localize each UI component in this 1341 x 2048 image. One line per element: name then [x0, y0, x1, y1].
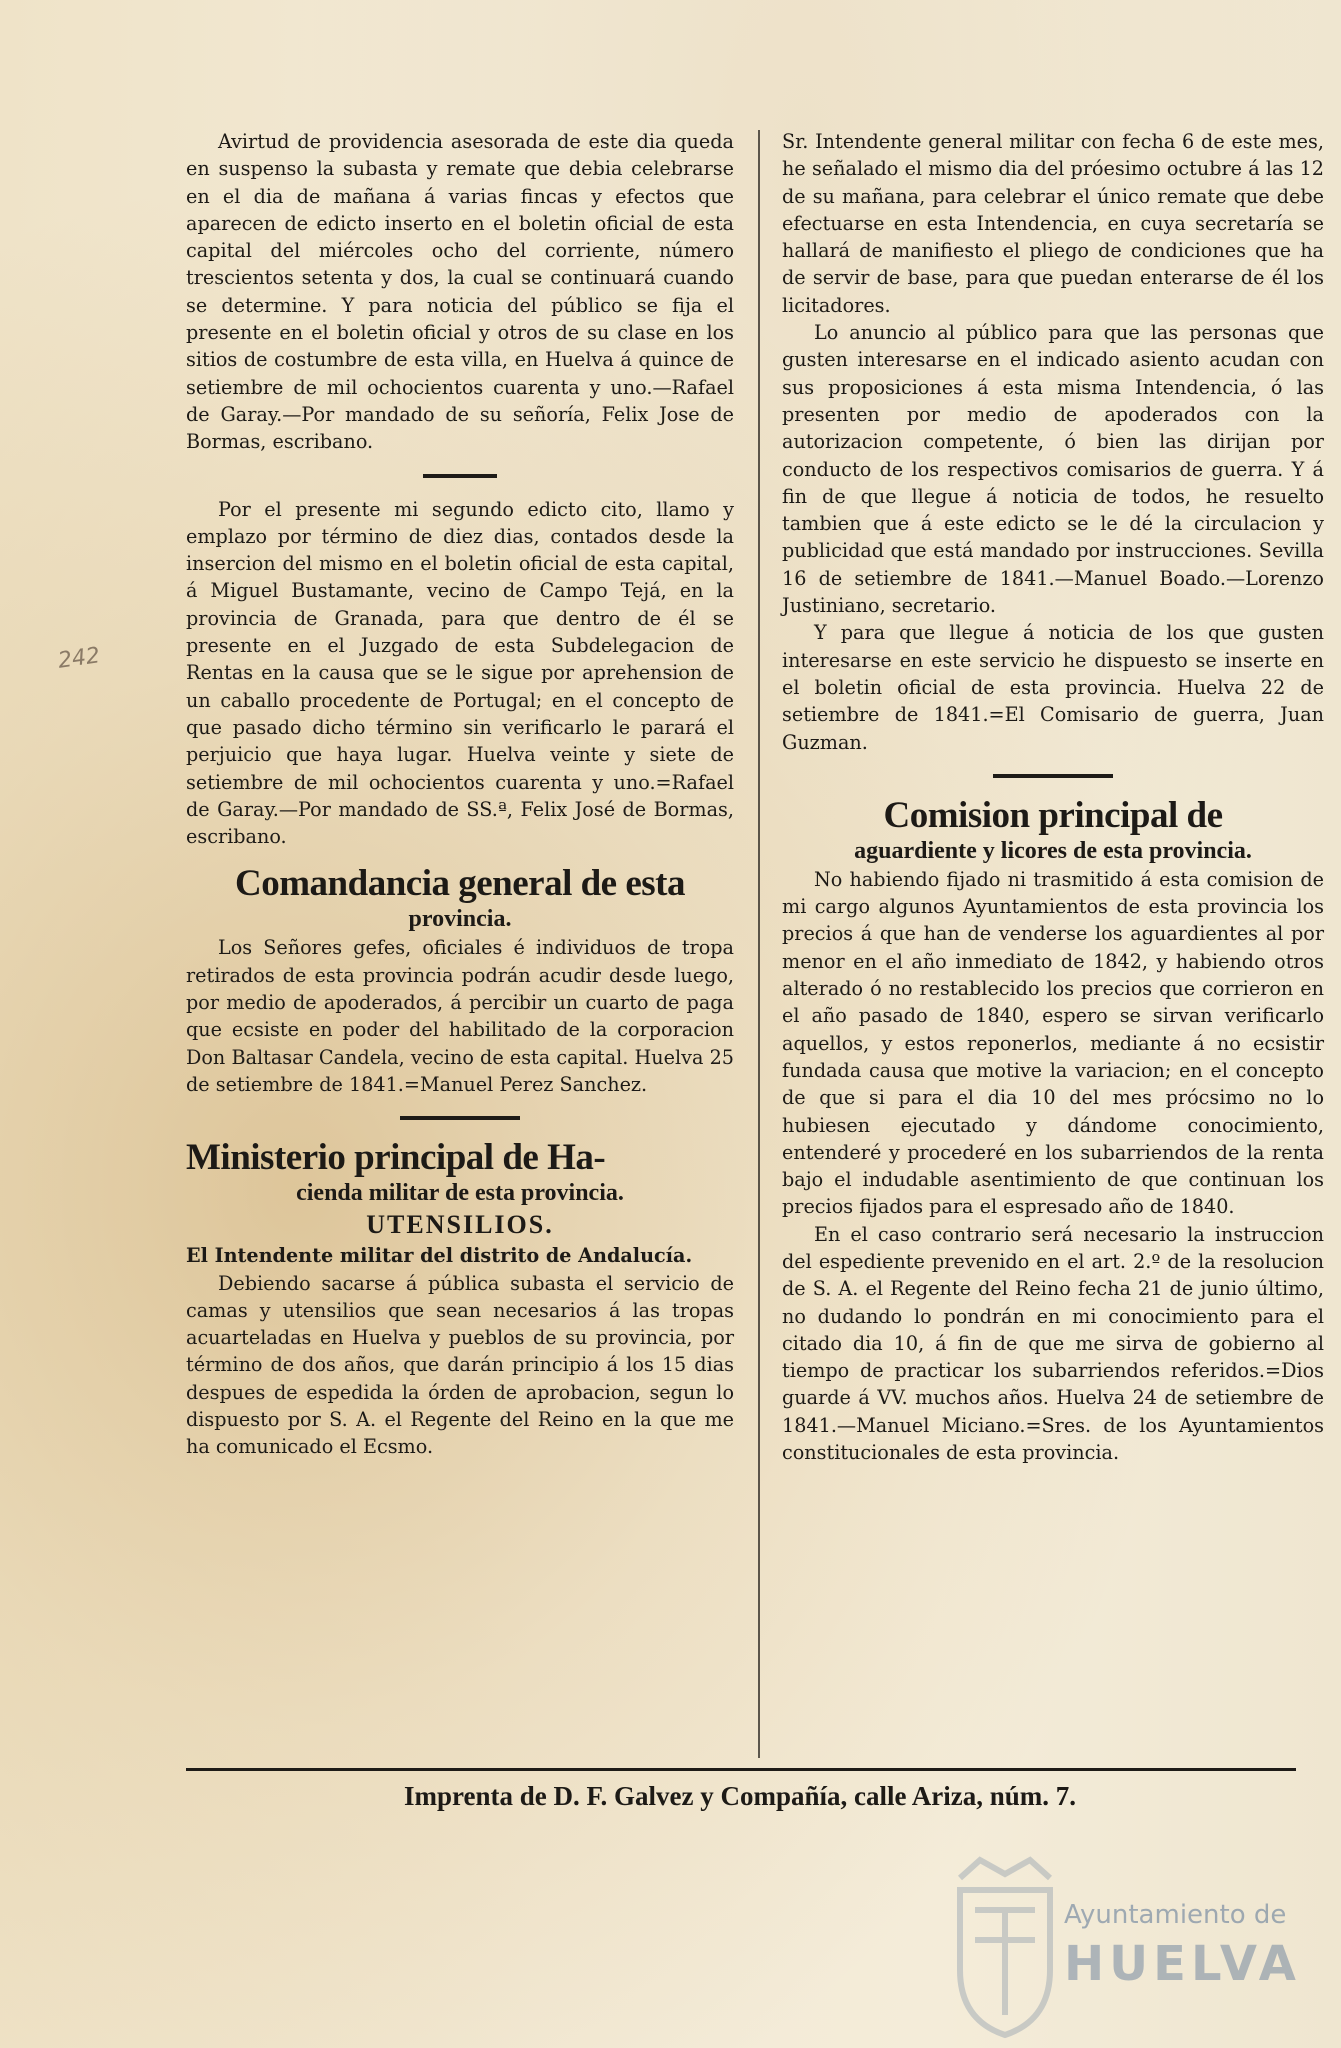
watermark-line-1: Ayuntamiento de [1064, 1900, 1287, 1930]
column-divider [758, 130, 760, 1758]
comandancia-heading: Comandancia general de esta [235, 863, 685, 905]
watermark-line-2: HUELVA [1064, 1936, 1301, 1992]
comandancia-subheading: provincia. [408, 906, 512, 933]
comisario-paragraph: Y para que llegue á noticia de los que gusten interesarse en este servicio he dispuesto se inserte en el boletin oficial de esta provincia. Huelva 22 de setiembre de 1841.=El Comisario de guerra, Juan Guzman. [782, 621, 1324, 754]
footer-rule [186, 1768, 1296, 1771]
right-column [782, 128, 1324, 1466]
caso-contrario-paragraph: En el caso contrario será necesario la instruccion del espediente prevenido en el art. 2.º de la resolucion de S. A. el Regente del Reino fecha 21 de junio último, no dudando lo pondrán en mi conocimiento para el citado dia 10, á fin de que me sirva de gobierno al tiempo de practicar los subarriendos referidos.=Dios guarde á VV. muchos años. Huelva 24 de setiembre de 1841.—Manuel Miciano.=Sres. de los Ayuntamientos constitucionales de esta provincia. [782, 1222, 1324, 1465]
intendente-line: El Intendente militar del distrito de Andalucía. [186, 1244, 693, 1268]
comision-heading: Comision principal de [883, 794, 1223, 836]
handwritten-margin-note: 242 [56, 643, 102, 674]
section-divider [993, 774, 1113, 778]
ministerio-heading: Ministerio principal de Ha- [186, 1137, 606, 1179]
anuncio-paragraph: Lo anuncio al público para que las personas que gusten interesarse en el indicado asiento acudan con sus proposiciones á esta misma Intendencia, ó las presenten por medio de apoderados con la autorizacion competente, ó bien las dirijan por conducto de los respectivos comisarios de guerra. Y á fin de que llegue á noticia de todos, he resuelto tambien que á este edicto se le dé la circulacion y publicidad que está mandado por instrucciones. Sevilla 16 de setiembre de 1841.—Manuel Boado.—Lorenzo Justiniano, secretario. [782, 321, 1324, 618]
intendencia-continuation-paragraph: Sr. Intendente general militar con fecha 6 de este mes, he señalado el mismo dia del próesimo octubre á las 12 de su mañana, para celebrar el único remate que debe efectuarse en esta Intendencia, en cuya secretaría se hallará de manifiesto el pliego de condiciones que ha de servir de base, para que puedan enterarse de él los licitadores. [782, 130, 1324, 317]
ministerio-subheading: cienda militar de esta provincia. [296, 1180, 624, 1207]
comandancia-paragraph: Los Señores gefes, oficiales é individuos de tropa retirados de esta provincia podrán acudir desde luego, por medio de apoderados, á percibir un cuarto de paga que ecsiste en poder del habilitado de la corporacion Don Baltasar Candela, vecino de esta capital. Huelva 25 de setiembre de 1841.=Manuel Perez Sanchez. [186, 936, 734, 1096]
subasta-paragraph: Debiendo sacarse á pública subasta el servicio de camas y utensilios que sean necesarios á las tropas acuarteladas en Huelva y pueblos de su provincia, por término de dos años, que darán principio á los 15 dias despues de espedida la órden de aprobacion, segun lo dispuesto por S. A. el Regente del Reino en la que me ha comunicado el Ecsmo. [186, 1271, 734, 1459]
aguardiente-paragraph: No habiendo fijado ni trasmitido á esta comision de mi cargo algunos Ayuntamientos de esta provincia los precios á que han de venderse los aguardientes al por menor en el año inmediato de 1842, y habiendo otros alterado ó no restablecido los precios que corrieron en el año pasado de 1840, espero se sirvan verificarlo aquellos, y estos reponerlos, mediante á no ecsistir fundada causa que motive la variacion; en el concepto de que si para el dia 10 del mes prócsimo no lo hubiesen ejecutado y dándome conocimiento, entenderé y procederé en los subarriendos de la renta bajo el indudable asentimiento de que continuan los precios fijados para el espresado año de 1840. [782, 867, 1324, 1219]
edict-suspension-paragraph: Avirtud de providencia asesorada de este dia queda en suspenso la subasta y remate que debia celebrarse en el dia de mañana á varias fincas y efectos que aparecen de edicto inserto en el boletin oficial de esta capital del miércoles ocho del corriente, número trescientos setenta y dos, la cual se continuará cuando se determine. Y para noticia del público se fija el presente en el boletin oficial y otros de su clase en los sitios de costumbre de esta villa, en Huelva á quince de setiembre de mil ochocientos cuarenta y uno.—Rafael de Garay.—Por mandado de su señoría, Felix Jose de Bormas, escribano. [186, 130, 734, 454]
utensilios-heading: UTENSILIOS. [366, 1210, 554, 1240]
printer-imprint: Imprenta de D. F. Galvez y Compañía, calle Ariza, núm. 7. [404, 1781, 1076, 1811]
section-divider [423, 474, 497, 478]
edict-summons-paragraph: Por el presente mi segundo edicto cito, llamo y emplazo por término de diez dias, contados desde la insercion del mismo en el boletin oficial de esta capital, á Miguel Bustamante, vecino de Campo Tejá, en la provincia de Granada, para que dentro de él se presente en el Juzgado de esta Subdelegacion de Rentas en la causa que se le sigue por aprehension de un caballo procedente de Portugal; en el concepto de que pasado dicho término sin verificarlo le parará el perjuicio que haya lugar. Huelva veinte y siete de setiembre de mil ochocientos cuarenta y uno.=Rafael de Garay.—Por mandado de SS.ª, Felix José de Bormas, escribano. [186, 497, 734, 849]
left-column [186, 128, 734, 1461]
section-divider [400, 1116, 520, 1120]
comision-subheading: aguardiente y licores de esta provincia. [854, 837, 1252, 864]
